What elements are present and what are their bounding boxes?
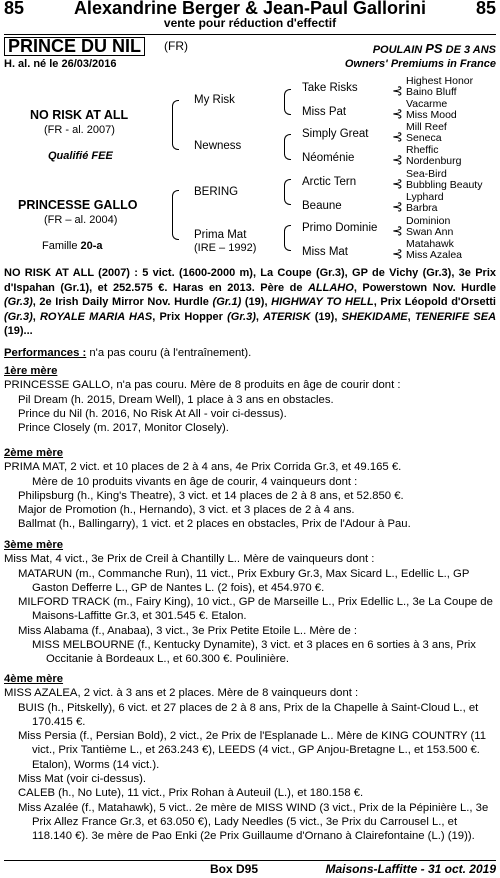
g4-16: Miss Azalea — [406, 249, 463, 261]
g4-15: Matahawk — [406, 238, 454, 250]
seller-names: Alexandrine Berger & Jean-Paul Gallorini — [73, 0, 427, 18]
sire-sire: My Risk — [194, 94, 235, 106]
sire-dam: Newness — [194, 140, 242, 152]
third-dam-section: 3ème mère Miss Mat, 4 vict., 3e Prix de Creil à Chantilly L.. Mère de vainqueurs dont : MATARUN (m., Commanche Run), 11 vict., Prix Exbury Gr.3, Max Sicard L., Edellic L., GP Gaston Defferre L., GP de Nantes L. (2 fois), et 454.970 €. MILFORD TRACK (m., Fairy King), 10 vict., GP de Marseille L., Prix Edellic L., 3e La Coupe de Maisons-Laffitte Gr.3, et 301.545 €. Etalon. Miss Alabama (f., Anabaa), 3 vict., 3e Prix Petite Etoile L.. Mère de : MISS MELBOURNE (f., Kentucky Dynamite), 3 vict. et 3 places en 6 sorties à 3 ans, Prix Occitanie à Bordeaux L., et 60.300 €. Poulinière. — [4, 538, 496, 667]
performances: Performances : n'a pas couru (à l'entraînement). — [4, 347, 252, 359]
dam-name: PRINCESSE GALLO — [18, 198, 138, 212]
bracket-g3-6: ⊰ — [392, 199, 403, 214]
lot-number-right: 85 — [475, 0, 496, 18]
g4-2: Baino Bluff — [406, 86, 457, 98]
g3-3: Simply Great — [302, 128, 369, 140]
g4-5: Mill Reef — [406, 121, 447, 133]
owners-premiums: Owners' Premiums in France — [344, 58, 496, 70]
second-dam-section: 2ème mère PRIMA MAT, 2 vict. et 10 places de 2 à 4 ans, 4e Prix Corrida Gr.3, et 49.165 €. Mère de 10 produits vivants en âge de courir, 4 vainqueurs dont : Philipsburg (h., King's Theatre), 3 vict. et 14 places de 2 à 8 ans, et 52.850 €. Major de Promotion (h., Hernando), 3 vict. et 3 places de 2 à 4 ans. Ballmat (h., Ballingarry), 1 vict. et 2 places en obstacles, Prix de l'Adour à Pau. — [4, 446, 496, 532]
second-dam-heading: 2ème mère — [4, 447, 64, 459]
bracket-g3-4: ⊰ — [392, 152, 403, 167]
bracket-g3-3: ⊰ — [392, 129, 403, 144]
horse-country: (FR) — [164, 39, 188, 53]
bracket-g2-3 — [284, 179, 291, 205]
g3-4: Néoménie — [302, 152, 355, 164]
fourth-dam-section: 4ème mère MISS AZALEA, 2 vict. à 3 ans et 2 places. Mère de 8 vainqueurs dont : BUIS (h., Pitskelly), 6 vict. et 27 places de 2 à 8 ans, Prix de la Chapelle à Saint-Cloud L., et 170.415 €. Miss Persia (f., Persian Bold), 2 vict., 2e Prix de l'Esplanade L.. Mère de KING COUNTRY (11 vict., Prix Tantième L., et 263.243 €), LEEDS (4 vict., GP Anjou-Bretagne L., et 153.500 €. Etalon), Worms (14 vict.). Miss Mat (voir ci-dessus). CALEB (h., No Lute), 11 vict., Prix Rohan à Auteuil (L.), et 180.158 €. Miss Azalée (f., Matahawk), 5 vict.. 2e mère de MISS WIND (3 vict., Prix de la Pépinière L., 3e Prix Allez France Gr.3, et 63.050 €), Lady Needles (5 vict., 3e Prix du Carrousel L., et 118.140 €). 3e mère de Pao Enki (2e Prix Guillaume d'Ornano à Clairefontaine (L.) (19)). — [4, 672, 496, 844]
bracket-dam — [172, 190, 179, 240]
header-divider — [4, 34, 496, 35]
g3-1: Take Risks — [302, 82, 358, 94]
sire-info: (FR - al. 2007) — [44, 124, 115, 136]
g3-6: Beaune — [302, 200, 342, 212]
sale-subtitle: vente pour réduction d'effectif — [163, 16, 337, 30]
horse-title-row — [4, 37, 496, 55]
famille: Famille 20-a — [42, 240, 103, 252]
dam-sire: BERING — [194, 186, 239, 198]
bracket-g2-1 — [284, 89, 291, 115]
g4-11: Lyphard — [406, 191, 444, 203]
bracket-g2-2 — [284, 134, 291, 160]
dam-dam-info: (IRE – 1992) — [194, 242, 257, 254]
g4-10: Bubbling Beauty — [406, 179, 483, 191]
lot-number-left: 85 — [4, 0, 25, 18]
bracket-g3-7: ⊰ — [392, 223, 403, 238]
first-dam-section: 1ère mère PRINCESSE GALLO, n'a pas couru. Mère de 8 produits en âge de courir dont : Pil Dream (h. 2015, Dream Well), 1 place à 3 ans en obstacles. Prince du Nil (h. 2016, No Risk At All - voir ci-dessus). Prince Closely (m. 2017, Monitor Closely). — [4, 364, 496, 435]
birth-date: H. al. né le 26/03/2016 — [4, 58, 117, 70]
g4-6: Seneca — [406, 132, 442, 144]
g4-1: Highest Honor — [406, 75, 474, 87]
sire-note: Qualifié FEE — [48, 150, 113, 162]
first-dam-heading: 1ère mère — [4, 365, 58, 377]
third-dam-heading: 3ème mère — [4, 539, 64, 551]
g4-9: Sea-Bird — [406, 168, 447, 180]
catalog-footer — [0, 860, 500, 878]
g4-8: Nordenburg — [406, 155, 462, 167]
dam-dam: Prima Mat — [194, 229, 247, 241]
g4-7: Rheffic — [406, 144, 439, 156]
g4-4: Miss Mood — [406, 109, 457, 121]
sale-date: Maisons-Laffitte - 31 oct. 2019 — [325, 862, 496, 876]
fourth-dam-heading: 4ème mère — [4, 673, 64, 685]
catalog-header — [0, 0, 500, 34]
g4-14: Swan Ann — [406, 226, 454, 238]
g4-3: Vacarme — [406, 98, 448, 110]
g3-5: Arctic Tern — [302, 176, 357, 188]
bracket-g3-1: ⊰ — [392, 83, 403, 98]
g3-2: Miss Pat — [302, 106, 347, 118]
bracket-g2-4 — [284, 225, 291, 251]
pedigree-table — [0, 72, 500, 267]
horse-sex-age: POULAIN PS DE 3 ANS — [372, 41, 496, 56]
g4-12: Barbra — [406, 202, 438, 214]
bracket-g3-2: ⊰ — [392, 106, 403, 121]
g4-13: Dominion — [406, 215, 451, 227]
box-number: Box D95 — [210, 862, 259, 876]
bracket-sire — [172, 100, 179, 150]
g3-8: Miss Mat — [302, 246, 348, 258]
g3-7: Primo Dominie — [302, 222, 378, 234]
bracket-g3-8: ⊰ — [392, 246, 403, 261]
sire-name: NO RISK AT ALL — [30, 108, 129, 122]
sire-description: NO RISK AT ALL (2007) : 5 vict. (1600-2000 m), La Coupe (Gr.3), GP de Vichy (Gr.3), 3e Prix d'Ispahan (Gr.1), et 252.575 €. Haras en 2013. Père de ALLAHO, Powerstown Nov. Hurdle (Gr.3), 2e Irish Daily Mirror Nov. Hurdle (Gr.1) (19), HIGHWAY TO HELL, Prix Léopold d'Orsetti (Gr.3), ROYALE MARIA HAS, Prix Hopper (Gr.3), ATERISK (19), SHEKIDAME, TENERIFE SEA (19)... — [4, 267, 497, 337]
dam-info: (FR – al. 2004) — [44, 214, 118, 226]
bracket-g3-5: ⊰ — [392, 176, 403, 191]
horse-name: PRINCE DU NIL — [4, 37, 145, 56]
